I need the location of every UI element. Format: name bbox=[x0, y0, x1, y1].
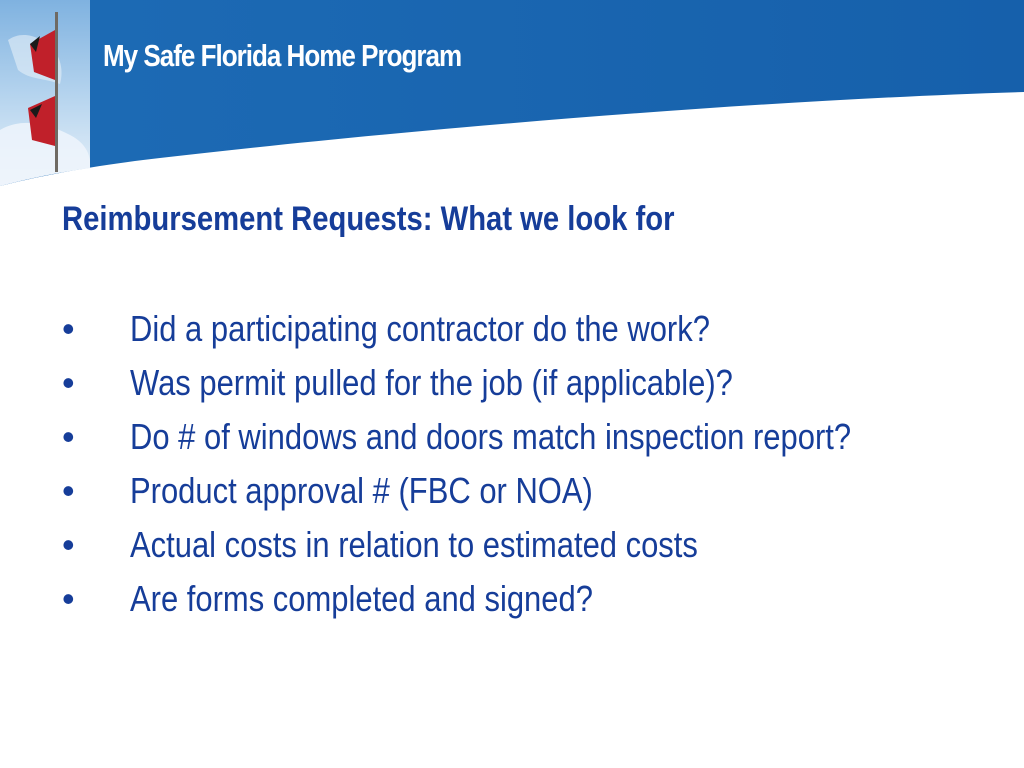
bullet-text: Are forms completed and signed? bbox=[130, 578, 593, 619]
bullet-mark: • bbox=[62, 470, 75, 511]
bullet-item bbox=[62, 364, 962, 402]
slide-heading: Reimbursement Requests: What we look for bbox=[62, 200, 675, 238]
bullet-mark: • bbox=[62, 416, 75, 457]
storm-warning-flags-icon bbox=[0, 0, 90, 186]
header-banner bbox=[0, 0, 1024, 200]
bullet-list bbox=[62, 310, 962, 634]
bullet-item bbox=[62, 580, 962, 618]
bullet-item bbox=[62, 310, 962, 348]
bullet-item bbox=[62, 526, 962, 564]
bullet-item bbox=[62, 418, 962, 456]
bullet-mark: • bbox=[62, 524, 75, 565]
bullet-text: Was permit pulled for the job (if applicable)? bbox=[130, 362, 733, 403]
program-title: My Safe Florida Home Program bbox=[103, 38, 462, 73]
bullet-text: Did a participating contractor do the work? bbox=[130, 308, 710, 349]
bullet-item bbox=[62, 472, 962, 510]
bullet-text: Actual costs in relation to estimated costs bbox=[130, 524, 698, 565]
bullet-text: Do # of windows and doors match inspection report? bbox=[130, 416, 852, 457]
bullet-mark: • bbox=[62, 308, 75, 349]
bullet-mark: • bbox=[62, 578, 75, 619]
bullet-mark: • bbox=[62, 362, 75, 403]
bullet-text: Product approval # (FBC or NOA) bbox=[130, 470, 593, 511]
